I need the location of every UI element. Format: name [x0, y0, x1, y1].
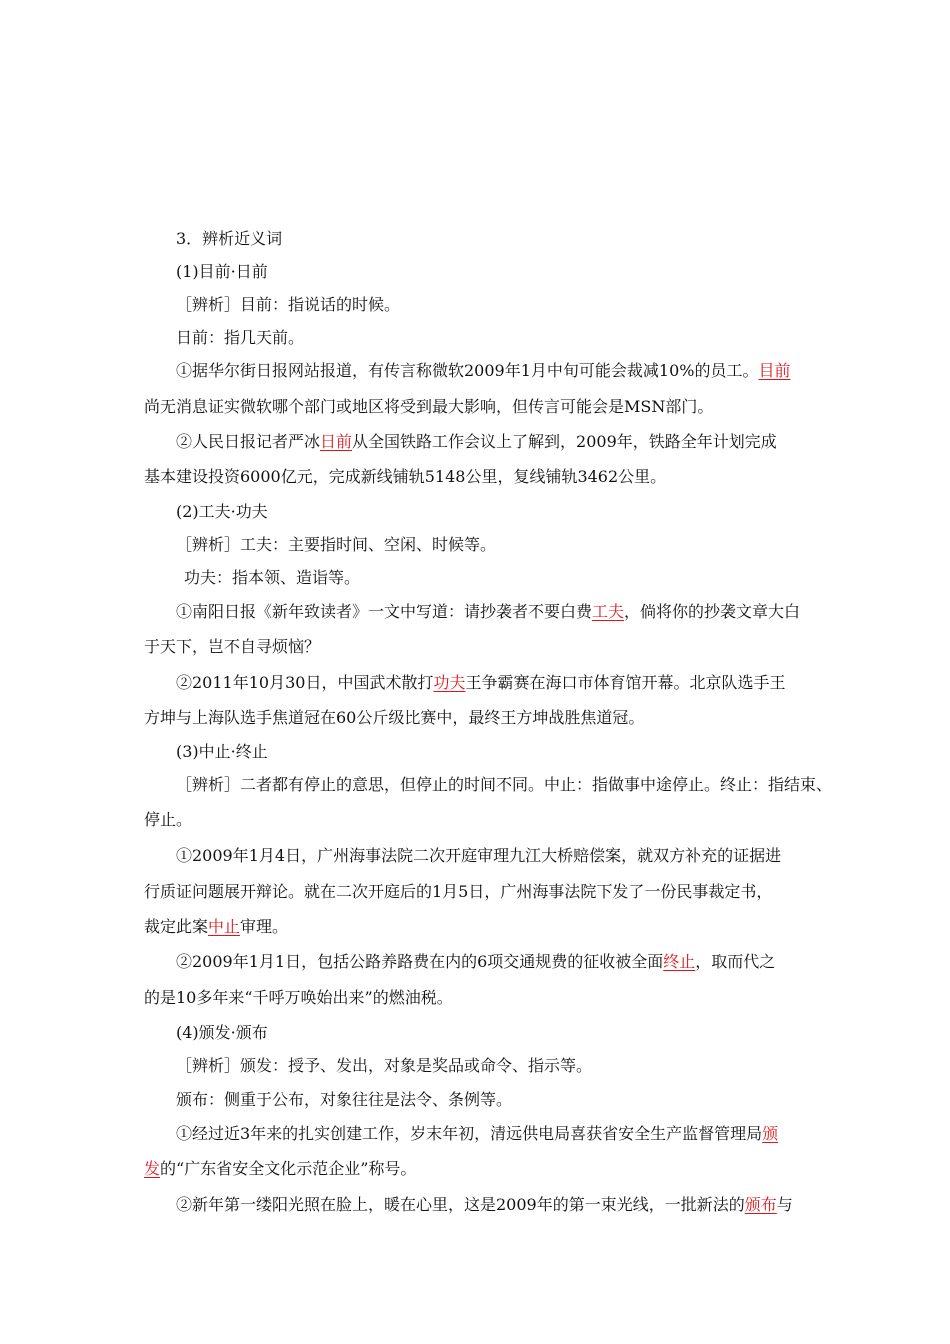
example-text: 王争霸赛在海口市体育馆开幕。北京队选手王 — [465, 673, 786, 692]
example-text: ②2011年10月30日，中国武术散打 — [176, 673, 434, 692]
analysis-4b: 颁布：侧重于公布，对象往往是法令、条例等。 — [176, 1090, 513, 1109]
example-text: ②新年第一缕阳光照在脸上，暖在心里，这是2009年的第一束光线，一批新法的 — [176, 1195, 745, 1214]
analysis-1b: 日前：指几天前。 — [176, 328, 305, 347]
example-text: ①据华尔街日报网站报道，有传言称微软2009年1月中旬可能会裁减10%的员工。 — [176, 361, 759, 380]
example-text: ，取而代之 — [695, 952, 776, 971]
example-3-1-line2: 行质证问题展开辩论。就在二次开庭后的1月5日，广州海事法院下发了一份民事裁定书， — [144, 882, 773, 901]
example-text: 审理。 — [240, 917, 289, 936]
example-2-1-line2: 于天下，岂不自寻烦恼？ — [144, 637, 321, 656]
highlighted-word: 目前 — [758, 361, 791, 380]
example-2-2-line1 — [176, 673, 785, 693]
example-text: 裁定此案 — [144, 917, 209, 936]
analysis-4a: ［辨析］颁发：授予、发出，对象是奖品或命令、指示等。 — [176, 1056, 593, 1075]
example-3-1-line3 — [144, 917, 288, 937]
example-4-1-line1 — [176, 1124, 778, 1144]
highlighted-word: 颁布 — [744, 1195, 777, 1214]
section-heading: 3．辨析近义词 — [176, 229, 283, 248]
group-title-2: (2)工夫·功夫 — [176, 502, 268, 521]
highlighted-word: 工夫 — [592, 602, 625, 621]
highlighted-word: 功夫 — [433, 673, 466, 692]
highlighted-word: 颁 — [762, 1124, 779, 1143]
example-2-2-line2: 方坤与上海队选手焦道冠在60公斤级比赛中，最终王方坤战胜焦道冠。 — [144, 708, 645, 727]
example-2-1-line1 — [176, 602, 800, 622]
example-text: 从全国铁路工作会议上了解到，2009年，铁路全年计划完成 — [352, 432, 777, 451]
example-text: ，倘将你的抄袭文章大白 — [624, 602, 801, 621]
example-3-2-line1 — [176, 952, 775, 972]
group-title-1: (1)目前·日前 — [176, 262, 268, 281]
highlighted-word: 日前 — [320, 432, 353, 451]
analysis-2a: ［辨析］工夫：主要指时间、空闲、时候等。 — [176, 535, 497, 554]
analysis-1a: ［辨析］目前：指说话的时候。 — [176, 295, 401, 314]
example-3-1-line1: ①2009年1月4日，广州海事法院二次开庭审理九江大桥赔偿案，就双方补充的证据进 — [176, 846, 782, 865]
analysis-3a: ［辨析］二者都有停止的意思，但停止的时间不同。中止：指做事中途停止。终止：指结束、 — [176, 775, 833, 794]
group-title-4: (4)颁发·颁布 — [176, 1023, 268, 1042]
example-1-1-line2: 尚无消息证实微软哪个部门或地区将受到最大影响，但传言可能会是MSN部门。 — [144, 397, 714, 416]
group-title-3: (3)中止·终止 — [176, 742, 268, 761]
example-1-2-line1 — [176, 432, 777, 452]
example-text: ①南阳日报《新年致读者》一文中写道：请抄袭者不要白费 — [176, 602, 593, 621]
analysis-3b: 停止。 — [144, 810, 193, 829]
highlighted-word: 终止 — [663, 952, 696, 971]
example-1-2-line2: 基本建设投资6000亿元，完成新线铺轨5148公里，复线铺轨3462公里。 — [144, 467, 667, 486]
example-text: 的“广东省安全文化示范企业”称号。 — [160, 1159, 417, 1178]
example-text: ①经过近3年来的扎实创建工作，岁末年初，清远供电局喜获省安全生产监督管理局 — [176, 1124, 763, 1143]
highlighted-word: 发 — [144, 1159, 161, 1178]
example-4-2-line1 — [176, 1195, 793, 1215]
example-4-1-line2 — [144, 1159, 416, 1179]
analysis-2b: 功夫：指本领、造诣等。 — [184, 568, 361, 587]
highlighted-word: 中止 — [208, 917, 241, 936]
example-text: ②人民日报记者严冰 — [176, 432, 321, 451]
example-3-2-line2: 的是10多年来“千呼万唤始出来”的燃油税。 — [144, 988, 453, 1007]
example-1-1-line1 — [176, 361, 790, 381]
example-text: ②2009年1月1日，包括公路养路费在内的6项交通规费的征收被全面 — [176, 952, 664, 971]
example-text: 与 — [776, 1195, 793, 1214]
